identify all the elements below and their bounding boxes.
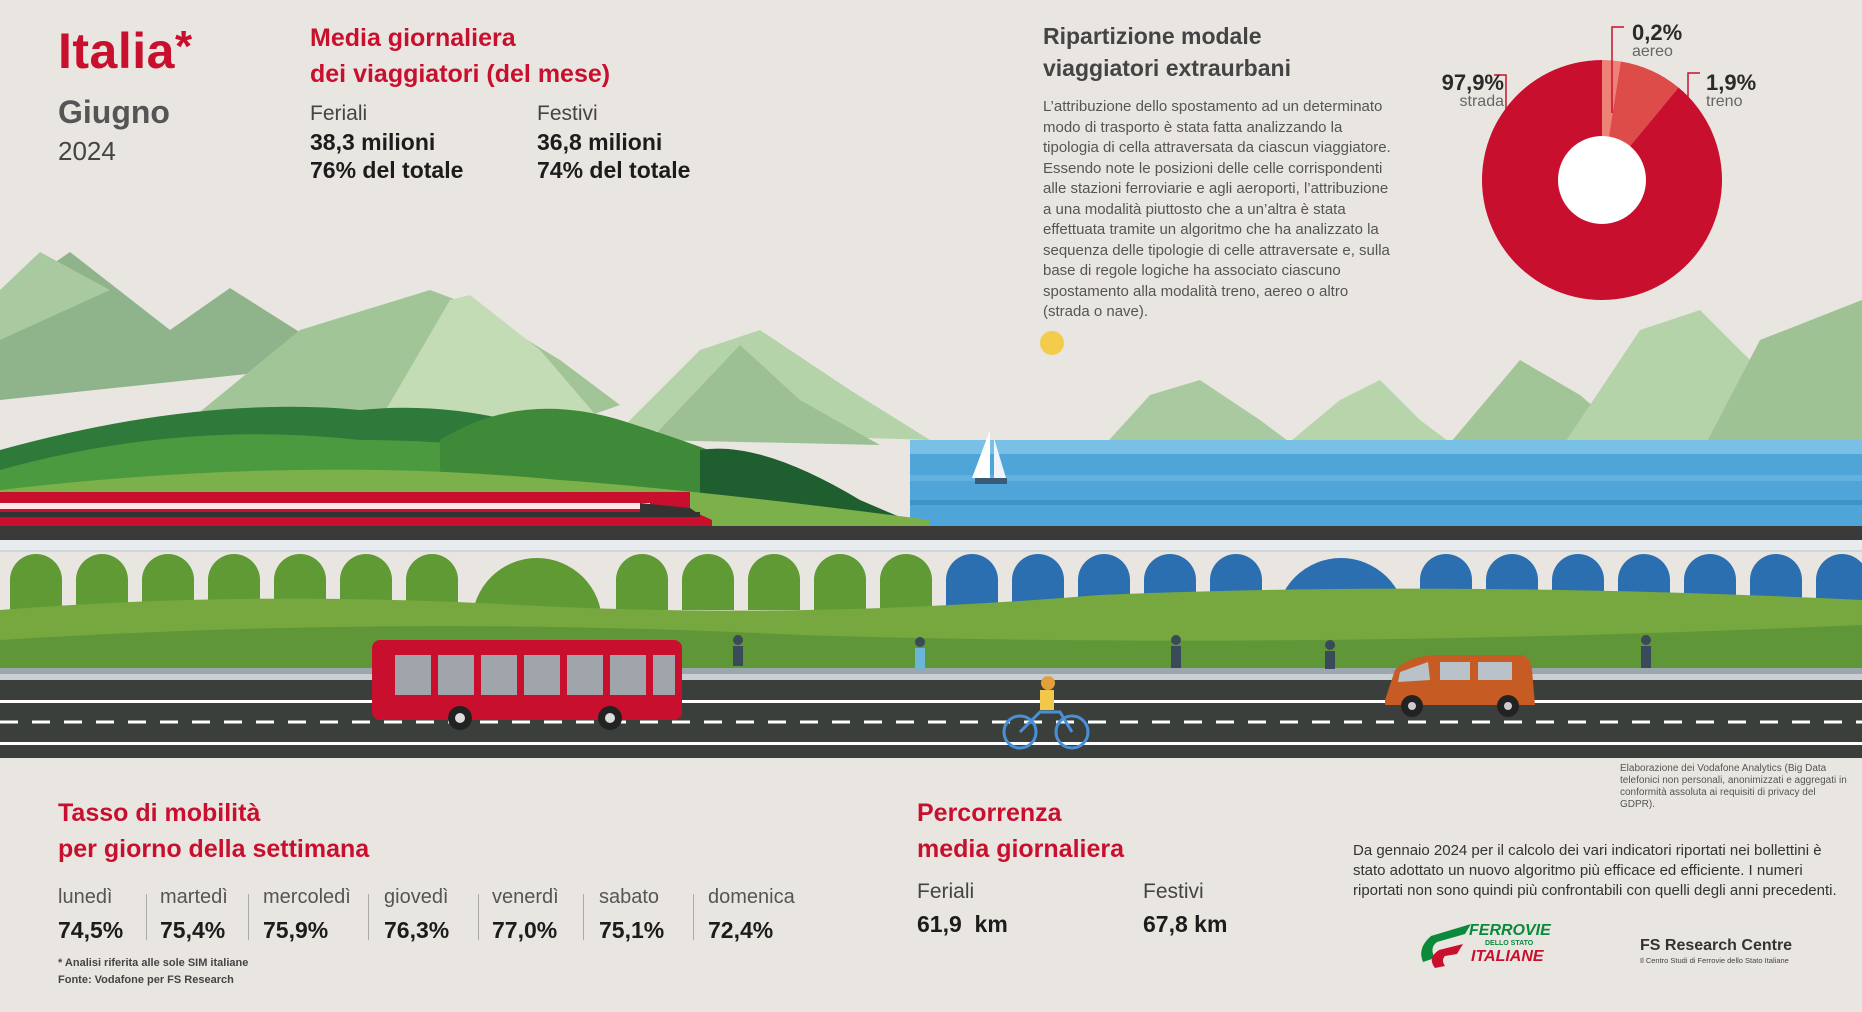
distance-weekday-value: 61,9 km bbox=[917, 911, 1008, 937]
bridge-arch bbox=[10, 554, 62, 610]
elaboration-credit: Elaborazione dei Vodafone Analytics (Big Data telefonici non personali, anonimizzati e aggregati in conformità assoluta ai requisiti di privacy del GDPR). bbox=[1620, 763, 1847, 810]
bridge-line bbox=[0, 550, 1862, 552]
strada-percent: 97,9% bbox=[1441, 70, 1504, 95]
bridge-arch bbox=[748, 554, 800, 610]
day-name: venerdì bbox=[492, 886, 559, 908]
modal-split-title-line1: Ripartizione modale bbox=[1043, 23, 1262, 49]
holiday-label: Festivi bbox=[537, 102, 598, 125]
weekday-value: 38,3 milioni bbox=[310, 129, 436, 155]
holiday-value: 36,8 milioni bbox=[537, 129, 663, 155]
distance-title bbox=[917, 795, 1124, 867]
donut-hole bbox=[1558, 136, 1646, 224]
aereo-percent: 0,2% bbox=[1632, 20, 1683, 45]
research-centre-logo bbox=[1640, 937, 1792, 965]
day-value: 75,9% bbox=[263, 917, 329, 943]
header bbox=[58, 22, 193, 80]
distance-title-line2: media giornaliera bbox=[917, 835, 1125, 863]
holiday-share: 74% del totale bbox=[537, 157, 691, 183]
days-row bbox=[58, 886, 818, 956]
day-divider bbox=[478, 894, 479, 940]
weekday-share: 76% del totale bbox=[310, 157, 464, 183]
day-divider bbox=[693, 894, 694, 940]
fs-logo-line1: FERROVIE bbox=[1469, 922, 1551, 939]
distance-holiday-value: 67,8 km bbox=[1143, 911, 1228, 937]
algorithm-note: Da gennaio 2024 per il calcolo dei vari indicatori riportati nei bollettini è stato adottato un nuovo algoritmo più efficace ed efficiente. I numeri riportati non sono quindi più confrontabili con quelli degli anni precedenti. bbox=[1353, 842, 1837, 899]
day-divider bbox=[248, 894, 249, 940]
day-name: mercoledì bbox=[263, 886, 351, 908]
day-divider bbox=[146, 894, 147, 940]
mobility-rate-title-line1: Tasso di mobilità bbox=[58, 799, 261, 827]
distance-weekday-label: Feriali bbox=[917, 880, 975, 903]
day-giovedi bbox=[384, 886, 449, 944]
country-title: Italia bbox=[58, 23, 175, 79]
day-name: martedì bbox=[160, 886, 228, 908]
daily-passengers-title-line2: dei viaggiatori (del mese) bbox=[310, 60, 611, 88]
slice-label-treno bbox=[1706, 70, 1756, 111]
distance-weekday bbox=[917, 880, 1008, 938]
treno-name: treno bbox=[1706, 93, 1743, 110]
day-name: domenica bbox=[708, 886, 795, 908]
daily-passengers-title-line1: Media giornaliera bbox=[310, 24, 516, 52]
slice-label-aereo bbox=[1632, 20, 1682, 61]
distance-holiday-label: Festivi bbox=[1143, 880, 1204, 903]
weekday-passengers bbox=[310, 102, 463, 184]
day-domenica bbox=[708, 886, 795, 944]
day-martedi bbox=[160, 886, 228, 944]
daily-passengers-title bbox=[310, 20, 610, 92]
analysis-note bbox=[58, 955, 248, 989]
modal-split-description: L’attribuzione dello spostamento ad un determinato modo di trasporto è stata fatta analizzando la tipologia di cella attraversata da ciascun viaggiatore. Essendo note le posizioni delle celle corrispondenti alle stazioni ferroviarie e agli aeroporti, l’attribuzione a una modalità piuttosto che a un’altra è stata effettuata tramite un algoritmo che ha analizzato la sequenza delle tipologie di celle attraversate e, sulla base di regole logiche ha associato ciascuno spostamento alla modalità treno, aereo o altro (strada o nave). bbox=[1043, 98, 1391, 320]
day-mercoledi bbox=[263, 886, 351, 944]
slice-label-strada bbox=[1420, 70, 1504, 111]
treno-percent: 1,9% bbox=[1706, 70, 1757, 95]
day-name: lunedì bbox=[58, 886, 113, 908]
distance-holiday bbox=[1143, 880, 1227, 938]
modal-split-title-line2: viaggiatori extraurbani bbox=[1043, 55, 1291, 81]
mobility-rate-title bbox=[58, 795, 369, 867]
day-value: 75,4% bbox=[160, 917, 226, 943]
bridge-arch bbox=[76, 554, 128, 610]
day-venerdi bbox=[492, 886, 559, 944]
distance-title-line1: Percorrenza bbox=[917, 799, 1062, 827]
day-lunedi bbox=[58, 886, 123, 944]
weekday-label: Feriali bbox=[310, 102, 368, 125]
bridge-arch bbox=[946, 554, 998, 610]
day-divider bbox=[583, 894, 584, 940]
bridge-arch bbox=[814, 554, 866, 610]
day-sabato bbox=[599, 886, 664, 944]
day-value: 76,3% bbox=[384, 917, 450, 943]
holiday-passengers bbox=[537, 102, 690, 184]
source-note: Fonte: Vodafone per FS Research bbox=[58, 974, 234, 986]
landscape-illustration bbox=[0, 240, 1862, 760]
sim-note: * Analisi riferita alle sole SIM italiane bbox=[58, 957, 249, 969]
bridge-arch bbox=[880, 554, 932, 610]
day-value: 72,4% bbox=[708, 917, 774, 943]
mobility-rate-title-line2: per giorno della settimana bbox=[58, 835, 370, 863]
day-name: giovedì bbox=[384, 886, 449, 908]
research-centre-subtitle: Il Centro Studi di Ferrovie dello Stato Italiane bbox=[1640, 956, 1789, 965]
strada-name: strada bbox=[1459, 93, 1504, 110]
fs-logo bbox=[1413, 918, 1573, 974]
aereo-name: aereo bbox=[1632, 43, 1673, 60]
day-name: sabato bbox=[599, 886, 660, 908]
research-centre-title: FS Research Centre bbox=[1640, 937, 1793, 954]
day-value: 74,5% bbox=[58, 917, 124, 943]
fs-logo-mark bbox=[1413, 918, 1475, 974]
month-label: Giugno bbox=[58, 94, 170, 130]
day-value: 75,1% bbox=[599, 917, 665, 943]
year-label: 2024 bbox=[58, 136, 116, 166]
asterisk: * bbox=[174, 22, 193, 71]
day-divider bbox=[368, 894, 369, 940]
fs-logo-line3: ITALIANE bbox=[1471, 948, 1544, 965]
bridge-arch bbox=[682, 554, 734, 610]
day-value: 77,0% bbox=[492, 917, 558, 943]
bridge-arch bbox=[616, 554, 668, 610]
modal-split-title bbox=[1043, 20, 1291, 84]
fs-logo-line2: DELLO STATO bbox=[1485, 940, 1534, 947]
